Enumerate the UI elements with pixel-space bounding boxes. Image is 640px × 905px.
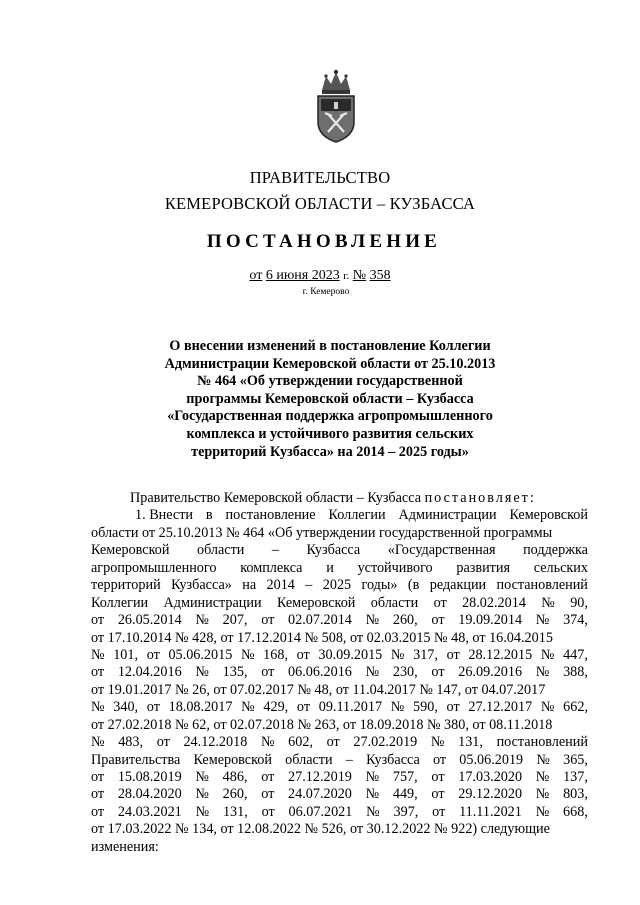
body-word: №	[365, 664, 380, 681]
subject-line: программы Кемеровской области – Кузбасса	[186, 390, 474, 407]
body-word: №	[91, 734, 105, 751]
body-line	[91, 630, 588, 647]
body-word: от	[91, 612, 105, 629]
body-word: №	[535, 803, 550, 820]
body-word: 340,	[113, 699, 139, 716]
body-word: от	[296, 646, 310, 663]
body-word: 397,	[393, 803, 419, 820]
body-word: 15.08.2019	[117, 769, 182, 785]
body-word: в	[205, 507, 213, 524]
body-word: 29.12.2020	[458, 786, 523, 803]
body-word: постановлений	[496, 734, 588, 751]
body-word: 02.07.2014	[288, 612, 352, 629]
body-word: на	[242, 577, 257, 594]
body-word: №	[241, 699, 255, 716]
body-line	[91, 682, 588, 699]
body-word: Правительства	[91, 751, 181, 768]
body-word: Коллегии	[328, 507, 386, 524]
body-word: 17.03.2020	[458, 769, 523, 785]
body-word: –	[345, 751, 353, 768]
subject-line: О внесении изменений в постановление Коллегии	[169, 338, 491, 354]
body-line	[91, 839, 588, 856]
body-word: 28.02.2014	[462, 594, 526, 611]
body-word: 447,	[563, 646, 588, 663]
body-word: 18.08.2017	[168, 699, 233, 716]
body-word: комплекса	[240, 559, 303, 576]
body-line	[91, 595, 588, 612]
body-word: 24.03.2021	[117, 803, 182, 820]
body-word: 27.12.2017	[468, 699, 533, 716]
body-line	[91, 769, 588, 786]
body-line	[91, 577, 588, 594]
body-word: от	[326, 734, 340, 751]
body-word: от	[91, 803, 105, 820]
body-word: 12.04.2016	[117, 664, 182, 681]
document-body	[91, 490, 588, 856]
body-word: 230,	[392, 664, 418, 681]
body-word: от	[432, 751, 447, 768]
body-word: области	[370, 594, 419, 611]
body-word: от	[146, 699, 160, 716]
body-word: Кузбасса	[306, 542, 361, 559]
body-word: №	[365, 769, 380, 785]
body-word: 06.07.2021	[288, 803, 353, 820]
body-word: 483,	[118, 734, 144, 751]
body-line	[91, 647, 588, 664]
body-word: №	[540, 699, 555, 716]
body-word: №	[260, 734, 275, 751]
body-word: от 19.01.2017 № 26, от 07.02.2017 № 48, от 11.04.2017 № 147, от 04.07.2017	[91, 681, 546, 698]
document-number: 358	[369, 268, 391, 283]
body-word: от	[261, 769, 275, 785]
body-line	[91, 752, 588, 769]
body-word: №	[540, 646, 555, 663]
body-word: 06.06.2016	[288, 664, 352, 681]
body-lines	[91, 507, 588, 856]
body-word: устойчивого	[357, 559, 433, 576]
body-word: 28.04.2020	[117, 786, 182, 803]
intro-line	[91, 490, 588, 507]
body-word: Кемеровской	[276, 594, 356, 611]
body-word: изменения:	[91, 838, 159, 855]
body-line	[91, 699, 588, 716]
subject-line: комплекса и устойчивого развития сельских	[186, 425, 474, 442]
body-word: Администрации	[398, 507, 497, 524]
body-word: 11.11.2021	[459, 803, 522, 820]
body-word: 2025	[322, 577, 352, 594]
body-word: №	[365, 612, 380, 629]
subject-line: «Государственная поддержка агропромышленного	[167, 408, 493, 425]
body-word: 168,	[263, 646, 288, 663]
body-word: №	[240, 646, 255, 663]
body-word: №	[430, 734, 445, 751]
body-word: 590,	[413, 699, 438, 716]
body-word: «Государственная	[387, 542, 496, 559]
body-word: №	[535, 786, 550, 803]
body-word: №	[91, 699, 105, 716]
body-word: 602,	[288, 734, 313, 751]
subject-line: территорий Кузбасса» на 2014 – 2025 годы»	[191, 443, 469, 460]
body-word: №	[195, 664, 209, 681]
body-word: от	[431, 664, 445, 681]
body-line	[91, 525, 588, 542]
body-word: 260,	[222, 786, 248, 803]
body-word: от	[431, 769, 445, 785]
body-word: от	[146, 646, 160, 663]
body-word: 27.12.2019	[288, 769, 352, 785]
organization-name-line2: КЕМЕРОВСКОЙ ОБЛАСТИ – КУЗБАССА	[164, 194, 476, 213]
body-word: постановлений	[496, 577, 588, 594]
body-word: 1. Внести	[135, 507, 193, 524]
body-word: постановление	[225, 507, 316, 524]
body-word: 05.06.2015	[168, 646, 233, 663]
body-line	[91, 612, 588, 629]
body-word: от	[261, 803, 275, 820]
body-word: поддержка	[523, 542, 588, 559]
body-word: №	[365, 786, 380, 803]
body-word: области	[285, 751, 333, 768]
body-word: 131,	[458, 734, 483, 751]
body-word: сельских	[533, 559, 588, 576]
body-word: редакции	[429, 577, 487, 594]
body-word: 09.11.2017	[318, 699, 383, 716]
body-word: 449,	[392, 786, 418, 803]
body-word: (в	[407, 577, 420, 594]
body-word: от	[433, 594, 447, 611]
body-word: от 27.02.2018 № 62, от 02.07.2018 № 263, от 18.09.2018 № 380, от 08.11.2018	[91, 716, 553, 733]
body-word: от	[261, 786, 275, 803]
body-line	[91, 560, 588, 577]
body-word: 30.09.2015	[318, 646, 383, 663]
date-number-line	[0, 268, 640, 284]
body-word: 803,	[563, 786, 588, 803]
body-word: от	[446, 646, 460, 663]
body-word: 668,	[563, 803, 588, 820]
body-word: №	[541, 594, 555, 611]
body-word: области	[196, 542, 245, 559]
body-word: –	[305, 577, 313, 594]
body-word: 374,	[563, 612, 588, 629]
body-word: от	[91, 769, 105, 785]
body-word: от	[432, 803, 446, 820]
body-word: от	[431, 786, 445, 803]
body-word: 101,	[113, 646, 139, 663]
body-word: от	[431, 612, 445, 629]
body-word: Коллегии	[91, 594, 149, 611]
body-word: –	[271, 542, 280, 559]
body-line	[91, 734, 588, 751]
body-line	[91, 664, 588, 681]
body-word: 90,	[570, 594, 588, 611]
body-word: 317,	[413, 646, 438, 663]
intro-text: Правительство Кемеровской области – Кузбасса	[130, 490, 422, 506]
body-word: от	[261, 664, 275, 681]
body-line	[91, 507, 588, 524]
body-line	[91, 542, 588, 559]
body-word: от 17.03.2022 № 134, от 12.08.2022 № 526, от 30.12.2022 № 922) следующие	[91, 821, 550, 838]
body-word: №	[390, 699, 405, 716]
body-word: 662,	[563, 699, 588, 716]
body-word: территорий	[91, 577, 161, 594]
body-word: 26.09.2016	[458, 664, 523, 681]
body-word: 28.12.2015	[468, 646, 533, 663]
body-word: от	[296, 699, 311, 716]
body-word: 26.05.2014	[117, 612, 182, 629]
body-word: 131,	[222, 803, 248, 820]
body-word: 24.07.2020	[288, 786, 352, 803]
body-word: №	[195, 803, 210, 820]
body-word: 260,	[392, 612, 418, 629]
kuzbass-coat-of-arms-icon	[312, 66, 360, 144]
body-word: №	[366, 803, 380, 820]
body-word: 27.02.2019	[353, 734, 418, 751]
body-word: от	[446, 699, 460, 716]
body-line	[91, 804, 588, 821]
body-word: №	[535, 612, 550, 629]
body-word: 135,	[222, 664, 248, 681]
body-word: Кузбасса»	[171, 577, 232, 594]
body-word: 137,	[563, 769, 588, 785]
body-word: 388,	[563, 664, 588, 681]
body-word: 24.12.2018	[183, 734, 248, 751]
body-word: от	[261, 612, 275, 629]
body-word: области от 25.10.2013 № 464 «Об утверждении государственной программы	[91, 524, 553, 541]
body-word: и	[326, 559, 334, 576]
intro-verb: постановляет:	[424, 490, 536, 506]
date-prefix: от	[249, 268, 263, 283]
subject-line: № 464 «Об утверждении государственной	[197, 373, 463, 390]
body-word: 2014	[266, 577, 295, 594]
body-word: №	[195, 612, 209, 629]
body-word: №	[195, 786, 209, 803]
body-word: Кемеровской	[193, 751, 272, 768]
body-word: от 17.10.2014 № 428, от 17.12.2014 № 508, от 02.03.2015 № 48, от 16.04.2015	[91, 629, 553, 646]
body-word: агропромышленного	[91, 559, 217, 576]
body-word: от	[156, 734, 170, 751]
document-subject	[150, 338, 510, 461]
subject-line: Администрации Кемеровской области от 25.10.2013	[164, 355, 496, 372]
body-word: Администрации	[163, 594, 262, 611]
body-word: №	[91, 646, 105, 663]
body-line	[91, 717, 588, 734]
body-word: 365,	[563, 751, 588, 768]
body-word: №	[390, 646, 405, 663]
number-sign: №	[352, 268, 367, 283]
body-word: Кемеровской	[91, 542, 170, 559]
organization-name-line1: ПРАВИТЕЛЬСТВО	[249, 168, 391, 187]
body-word: от	[91, 664, 105, 681]
body-word: №	[535, 769, 550, 785]
body-word: от	[91, 786, 105, 803]
body-word: Кузбасса	[366, 751, 420, 768]
body-word: развития	[456, 559, 510, 576]
body-word: №	[536, 751, 550, 768]
document-type-title: ПОСТАНОВЛЕНИЕ	[206, 231, 442, 252]
body-word: Кемеровской	[509, 507, 588, 524]
city-name: г. Кемерово	[302, 287, 350, 297]
body-line	[91, 821, 588, 838]
body-word: №	[195, 769, 209, 785]
body-word: 757,	[392, 769, 418, 785]
year-suffix: г.	[343, 270, 350, 282]
body-word: 207,	[222, 612, 248, 629]
body-word: 19.09.2014	[458, 612, 523, 629]
body-word: годы»	[361, 577, 398, 594]
body-word: 05.06.2019	[459, 751, 524, 768]
body-word: №	[535, 664, 550, 681]
body-word: 429,	[263, 699, 289, 716]
body-line	[91, 786, 588, 803]
document-date: 6 июня 2023	[265, 268, 340, 283]
body-word: 486,	[222, 769, 248, 785]
